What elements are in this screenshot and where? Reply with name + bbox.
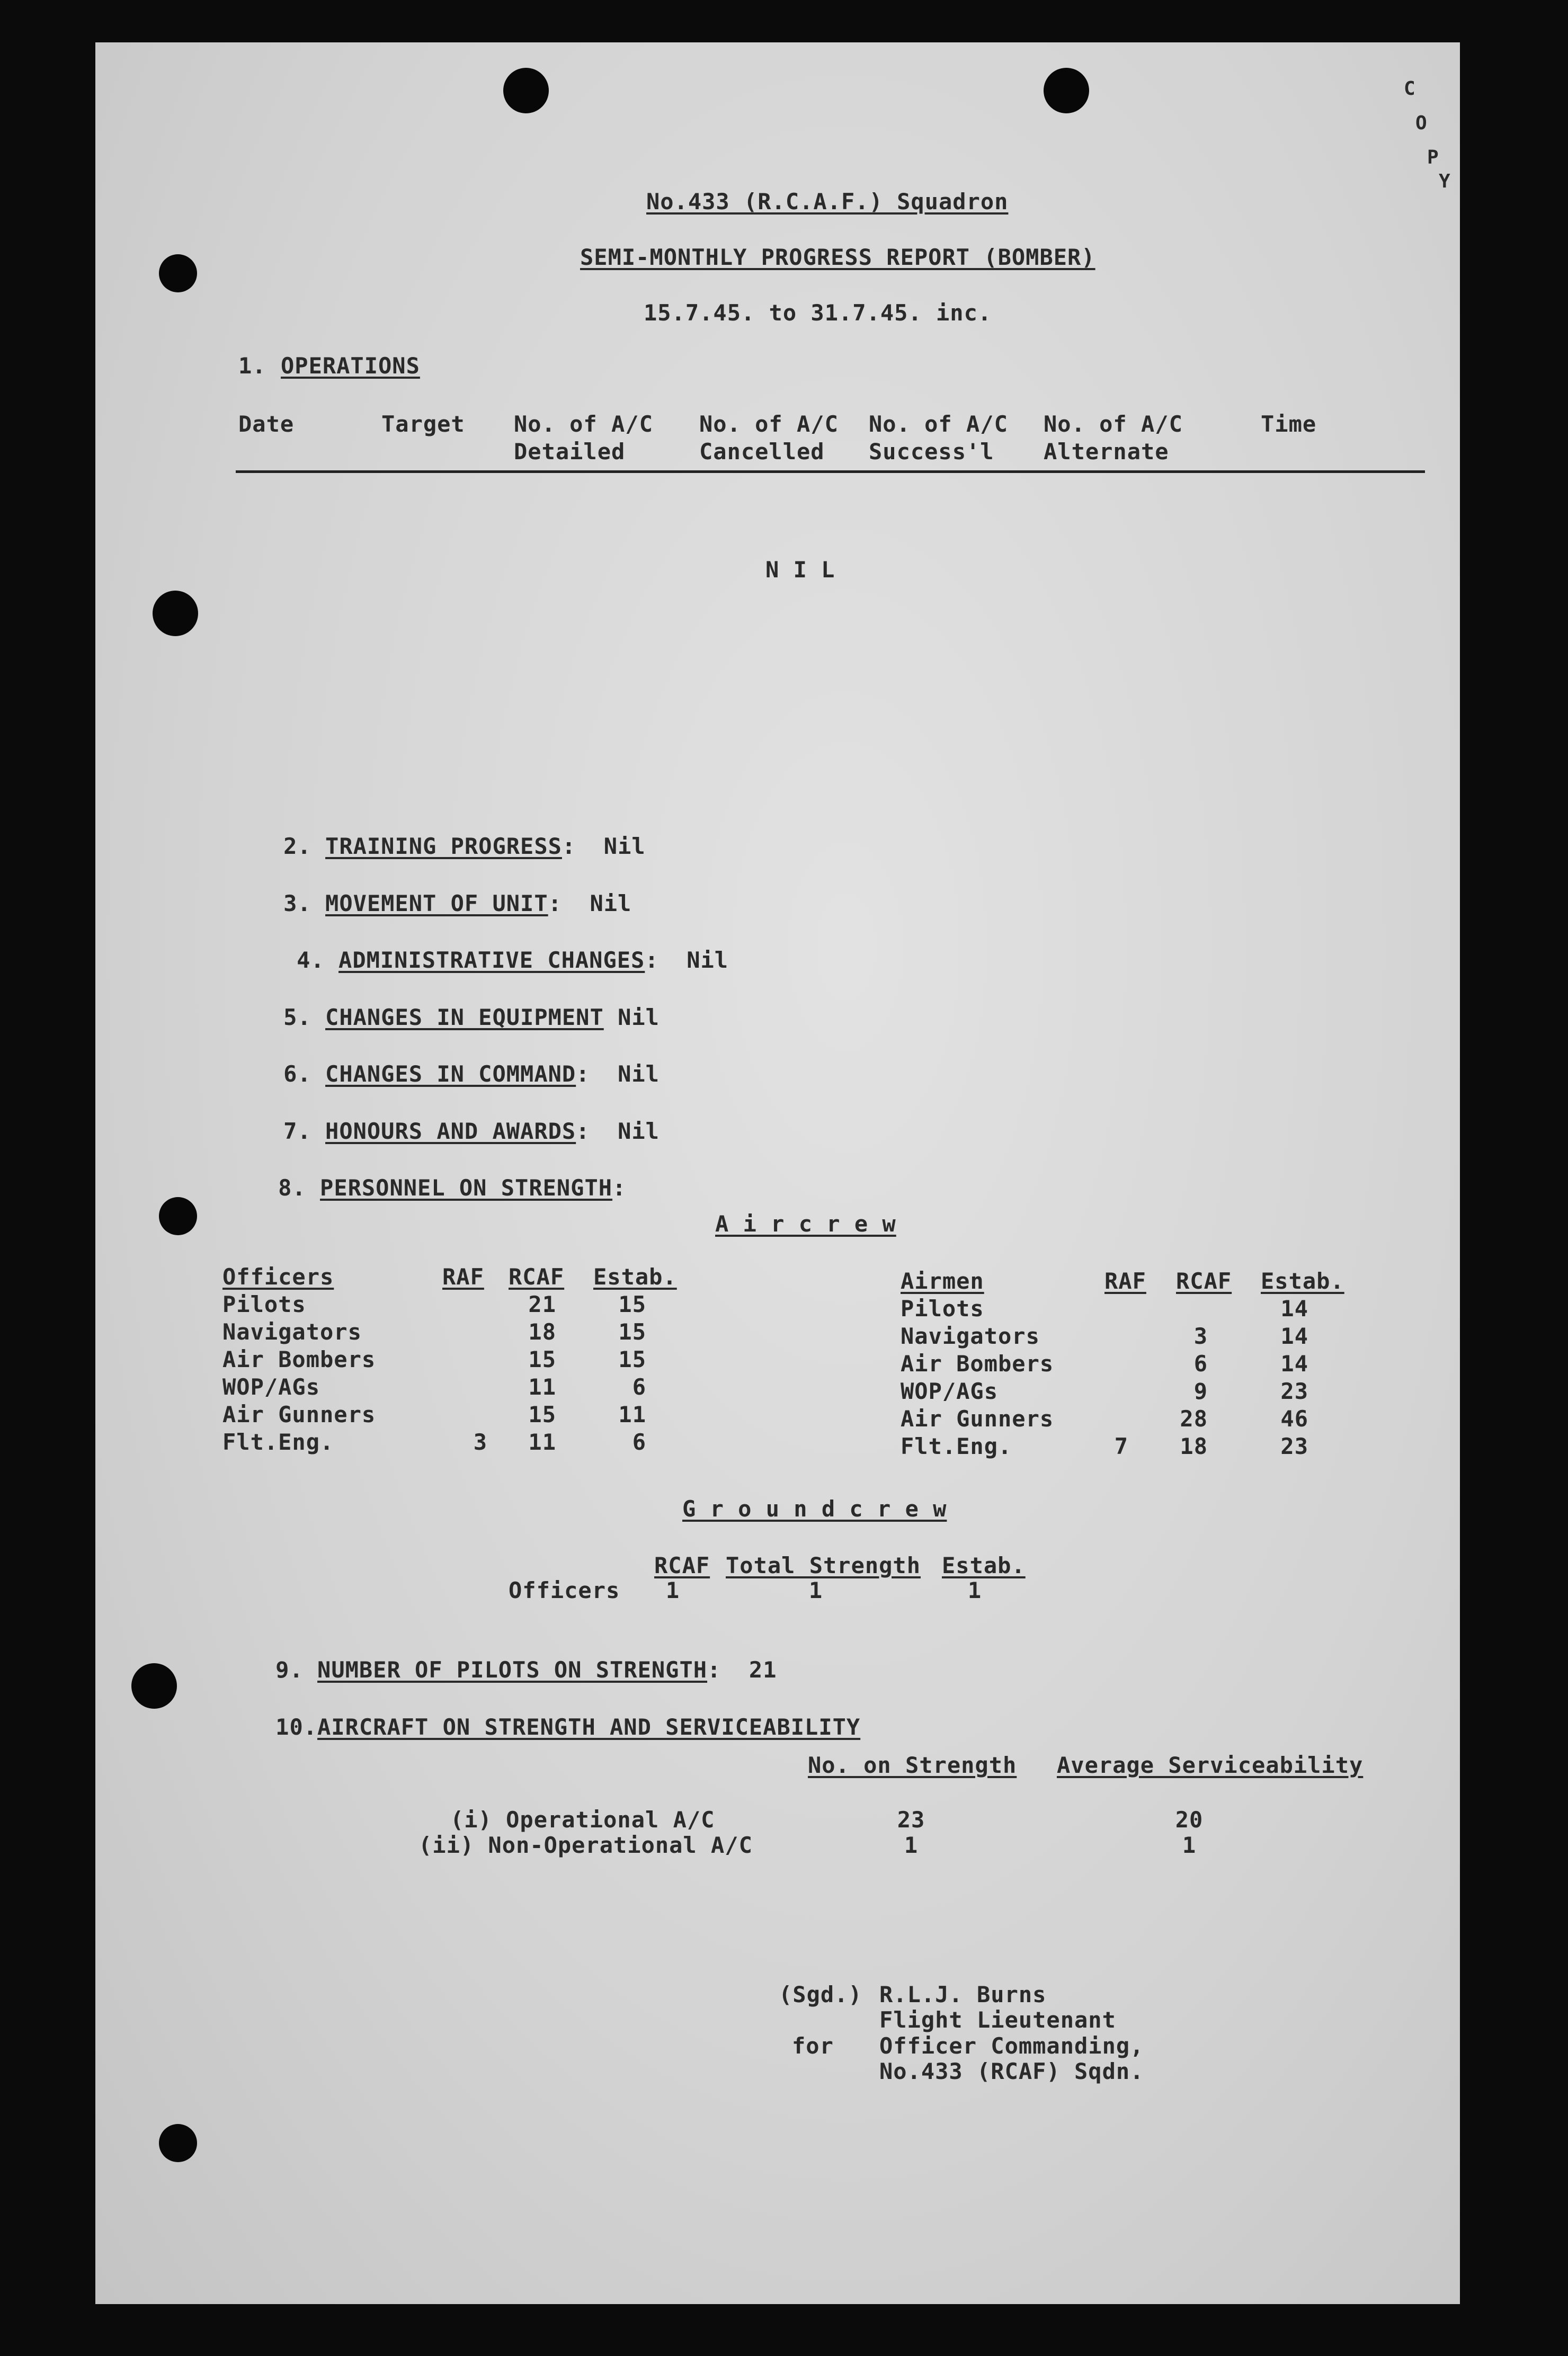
row-rcaf: 9	[1193, 1378, 1208, 1404]
section-number: 2.	[283, 833, 311, 859]
officers-header-estab: Estab.	[593, 1264, 677, 1290]
signature-role: Officer Commanding,	[879, 2033, 1144, 2059]
section-sep: :	[645, 947, 659, 973]
col-cancelled: No. of A/C	[699, 411, 839, 437]
airmen-header-estab: Estab.	[1261, 1268, 1344, 1294]
row-label: Navigators	[901, 1323, 1040, 1349]
section-heading: HONOURS AND AWARDS	[325, 1118, 576, 1144]
row-estab: 15	[618, 1291, 646, 1317]
row-label: Air Gunners	[222, 1402, 376, 1427]
report-period: 15.7.45. to 31.7.45. inc.	[644, 300, 992, 326]
officers-header-raf: RAF	[442, 1264, 484, 1290]
subcol-alternate: Alternate	[1044, 439, 1169, 465]
col-target: Target	[381, 411, 465, 437]
airmen-header-rcaf: RCAF	[1176, 1268, 1232, 1294]
signature-rank: Flight Lieutenant	[879, 2007, 1116, 2033]
row-label: Pilots	[901, 1296, 984, 1322]
section-value: Nil	[618, 1118, 660, 1144]
subcol-cancelled: Cancelled	[699, 439, 825, 465]
row-estab: 15	[618, 1346, 646, 1372]
copy-stamp-letter: Y	[1439, 171, 1450, 192]
section-aircraft	[220, 1694, 860, 1761]
operations-heading: OPERATIONS	[281, 353, 420, 379]
section-sep: :	[707, 1657, 721, 1683]
section-heading: NUMBER OF PILOTS ON STRENGTH	[317, 1657, 708, 1683]
section-sep: :	[548, 890, 562, 916]
document-page	[95, 42, 1460, 2304]
row-estab: 15	[618, 1319, 646, 1345]
punch-hole	[1044, 68, 1089, 113]
row-label: Air Bombers	[901, 1351, 1054, 1377]
squadron-title: No.433 (R.C.A.F.) Squadron	[646, 189, 1009, 215]
groundcrew-heading: G r o u n d c r e w	[682, 1496, 947, 1522]
section-value: Nil	[603, 833, 646, 859]
row-rcaf: 18	[1180, 1433, 1208, 1459]
row-estab: 6	[632, 1374, 646, 1400]
col-date: Date	[238, 411, 295, 437]
row-estab: 23	[1280, 1433, 1308, 1459]
row-label: WOP/AGs	[901, 1378, 999, 1404]
section-personnel	[222, 1155, 626, 1221]
section-sep: :	[562, 833, 576, 859]
section-value: Nil	[618, 1061, 660, 1087]
operations-number: 1.	[238, 353, 266, 379]
section-value: Nil	[590, 890, 632, 916]
section-sep: :	[576, 1118, 590, 1144]
section-heading: PERSONNEL ON STRENGTH	[320, 1175, 613, 1201]
groundcrew-rcaf-value: 1	[665, 1577, 680, 1603]
airmen-header: Airmen	[901, 1268, 984, 1294]
punch-hole	[159, 2124, 197, 2162]
row-estab: 14	[1280, 1296, 1308, 1322]
row-estab: 14	[1280, 1351, 1308, 1377]
row-label: Flt.Eng.	[222, 1429, 334, 1455]
section-number: 3.	[283, 890, 311, 916]
aircraft-header-serviceability: Average Serviceability	[1057, 1752, 1364, 1778]
airmen-header-raf: RAF	[1104, 1268, 1146, 1294]
aircraft-row-label: (ii) Non-Operational A/C	[418, 1832, 753, 1858]
copy-stamp-letter: O	[1415, 112, 1427, 134]
section-heading: CHANGES IN EQUIPMENT	[325, 1004, 604, 1030]
row-rcaf: 28	[1180, 1406, 1208, 1432]
row-rcaf: 3	[1193, 1323, 1208, 1349]
row-rcaf: 15	[528, 1346, 556, 1372]
col-successful: No. of A/C	[869, 411, 1008, 437]
row-rcaf: 18	[528, 1319, 556, 1345]
aircraft-row-serviceability: 20	[1175, 1807, 1204, 1833]
section-number: 9.	[275, 1657, 304, 1683]
row-estab: 6	[632, 1429, 646, 1455]
row-raf: 3	[473, 1429, 487, 1455]
row-label: Navigators	[222, 1319, 362, 1345]
groundcrew-row-label: Officers	[509, 1577, 620, 1603]
punch-hole	[153, 591, 198, 636]
subcol-detailed: Detailed	[514, 439, 626, 465]
report-title: SEMI-MONTHLY PROGRESS REPORT (BOMBER)	[580, 244, 1095, 270]
groundcrew-header-total: Total Strength	[726, 1552, 921, 1578]
section-number: 6.	[283, 1061, 311, 1087]
row-label: Pilots	[222, 1291, 306, 1317]
col-detailed: No. of A/C	[514, 411, 653, 437]
copy-stamp-letter: P	[1427, 147, 1439, 168]
officers-header: Officers	[222, 1264, 334, 1290]
section-heading: CHANGES IN COMMAND	[325, 1061, 576, 1087]
aircraft-row-serviceability: 1	[1182, 1832, 1197, 1858]
section-number: 5.	[283, 1004, 311, 1030]
row-rcaf: 11	[528, 1374, 556, 1400]
section-heading: MOVEMENT OF UNIT	[325, 890, 548, 916]
section-heading: TRAINING PROGRESS	[325, 833, 562, 859]
groundcrew-total-value: 1	[808, 1577, 823, 1603]
aircrew-heading: A i r c r e w	[715, 1211, 896, 1237]
row-rcaf: 11	[528, 1429, 556, 1455]
section-value: Nil	[687, 947, 729, 973]
groundcrew-estab-value: 1	[967, 1577, 982, 1603]
officers-header-rcaf: RCAF	[509, 1264, 565, 1290]
section-number: 7.	[283, 1118, 311, 1144]
section-value: 21	[749, 1657, 777, 1683]
col-alternate: No. of A/C	[1044, 411, 1183, 437]
operations-rule	[236, 470, 1425, 473]
copy-stamp-letter: C	[1404, 78, 1415, 100]
row-estab: 14	[1280, 1323, 1308, 1349]
signature-for: for	[792, 2033, 834, 2059]
row-raf: 7	[1114, 1433, 1128, 1459]
signature-name: R.L.J. Burns	[879, 1982, 1047, 2007]
section-value: Nil	[618, 1004, 660, 1030]
col-time: Time	[1261, 411, 1317, 437]
punch-hole	[503, 68, 549, 113]
row-estab: 23	[1280, 1378, 1308, 1404]
row-estab: 11	[618, 1402, 646, 1427]
row-rcaf: 15	[528, 1402, 556, 1427]
signature-sgd: (Sgd.)	[779, 1982, 862, 2007]
signature-unit: No.433 (RCAF) Sqdn.	[879, 2058, 1144, 2084]
punch-hole	[159, 254, 197, 292]
section-number: 4.	[297, 947, 325, 973]
section-number: 10.	[275, 1714, 318, 1740]
punch-hole	[131, 1663, 177, 1709]
groundcrew-header-rcaf: RCAF	[654, 1552, 710, 1578]
section-heading: AIRCRAFT ON STRENGTH AND SERVICEABILITY	[317, 1714, 861, 1740]
row-rcaf: 21	[528, 1291, 556, 1317]
section-heading: ADMINISTRATIVE CHANGES	[338, 947, 645, 973]
section-sep: :	[576, 1061, 590, 1087]
section-sep: :	[612, 1175, 627, 1201]
aircraft-row-label: (i) Operational A/C	[450, 1807, 715, 1833]
punch-hole	[159, 1197, 197, 1235]
groundcrew-header-estab: Estab.	[942, 1552, 1026, 1578]
row-estab: 46	[1280, 1406, 1308, 1432]
aircraft-row-strength: 23	[897, 1807, 925, 1833]
row-rcaf: 6	[1193, 1351, 1208, 1377]
row-label: Air Gunners	[901, 1406, 1054, 1432]
aircraft-header-strength: No. on Strength	[808, 1752, 1017, 1778]
aircraft-row-strength: 1	[904, 1832, 919, 1858]
row-label: Flt.Eng.	[901, 1433, 1012, 1459]
subcol-successful: Success'l	[869, 439, 994, 465]
row-label: Air Bombers	[222, 1346, 376, 1372]
operations-nil: N I L	[765, 557, 835, 583]
row-label: WOP/AGs	[222, 1374, 320, 1400]
section-number: 8.	[278, 1175, 306, 1201]
